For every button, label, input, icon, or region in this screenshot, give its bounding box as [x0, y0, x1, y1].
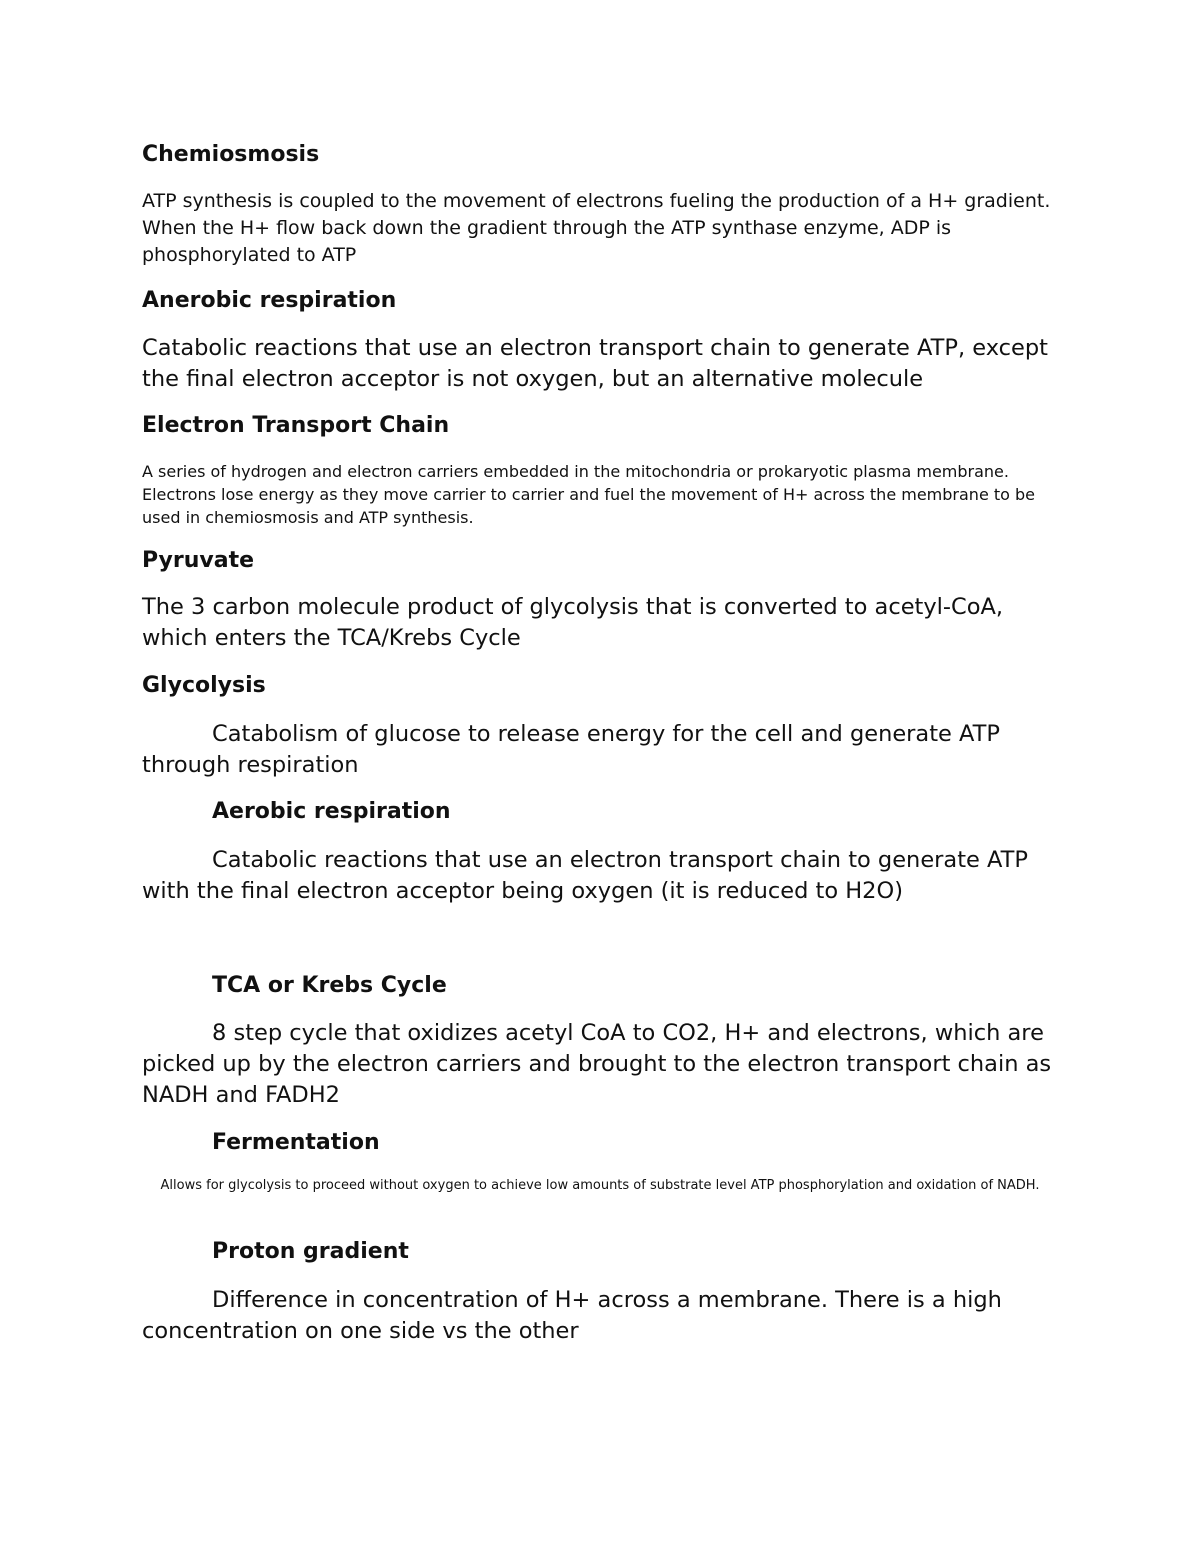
term-heading-tca-krebs-cycle: TCA or Krebs Cycle — [212, 973, 447, 998]
term-definition-chemiosmosis: ATP synthesis is coupled to the movement of electrons fueling the production of a H+ gradient. When the H+ flow back down the gradient through the ATP synthase enzyme, ADP is phosphorylated to ATP — [142, 190, 1051, 266]
term-heading-electron-transport-chain: Electron Transport Chain — [142, 413, 450, 438]
term-definition-fermentation: Allows for glycolysis to proceed without oxygen to achieve low amounts of substrate level ATP phosphorylation and oxidation of NADH. — [160, 1178, 1040, 1193]
term-heading-fermentation: Fermentation — [212, 1130, 380, 1155]
term-heading-pyruvate: Pyruvate — [142, 548, 255, 573]
term-heading-aerobic-respiration: Aerobic respiration — [212, 799, 451, 824]
term-heading-glycolysis: Glycolysis — [142, 673, 266, 698]
term-heading-proton-gradient: Proton gradient — [212, 1239, 409, 1264]
term-heading-anerobic-respiration: Anerobic respiration — [142, 288, 397, 313]
term-definition-aerobic-respiration: Catabolic reactions that use an electron transport chain to generate ATP with the final electron acceptor being oxygen (it is reduced to H2O) — [142, 847, 1028, 904]
term-definition-electron-transport-chain: A series of hydrogen and electron carriers embedded in the mitochondria or prokaryotic plasma membrane. Electrons lose energy as they move carrier to carrier and fuel the movement of H+ across the membrane to be used in chemiosmosis and ATP synthesis. — [142, 462, 1036, 527]
term-definition-proton-gradient: Difference in concentration of H+ across a membrane. There is a high concentration on one side vs the other — [142, 1287, 1002, 1344]
term-definition-anerobic-respiration: Catabolic reactions that use an electron transport chain to generate ATP, except the final electron acceptor is not oxygen, but an alternative molecule — [142, 335, 1048, 392]
term-definition-tca-krebs-cycle: 8 step cycle that oxidizes acetyl CoA to CO2, H+ and electrons, which are picked up by the electron carriers and brought to the electron transport chain as NADH and FADH2 — [142, 1020, 1052, 1108]
term-definition-pyruvate: The 3 carbon molecule product of glycolysis that is converted to acetyl-CoA, which enters the TCA/Krebs Cycle — [142, 594, 1004, 651]
term-heading-chemiosmosis: Chemiosmosis — [142, 142, 320, 167]
term-definition-glycolysis: Catabolism of glucose to release energy for the cell and generate ATP through respiration — [142, 721, 1000, 778]
